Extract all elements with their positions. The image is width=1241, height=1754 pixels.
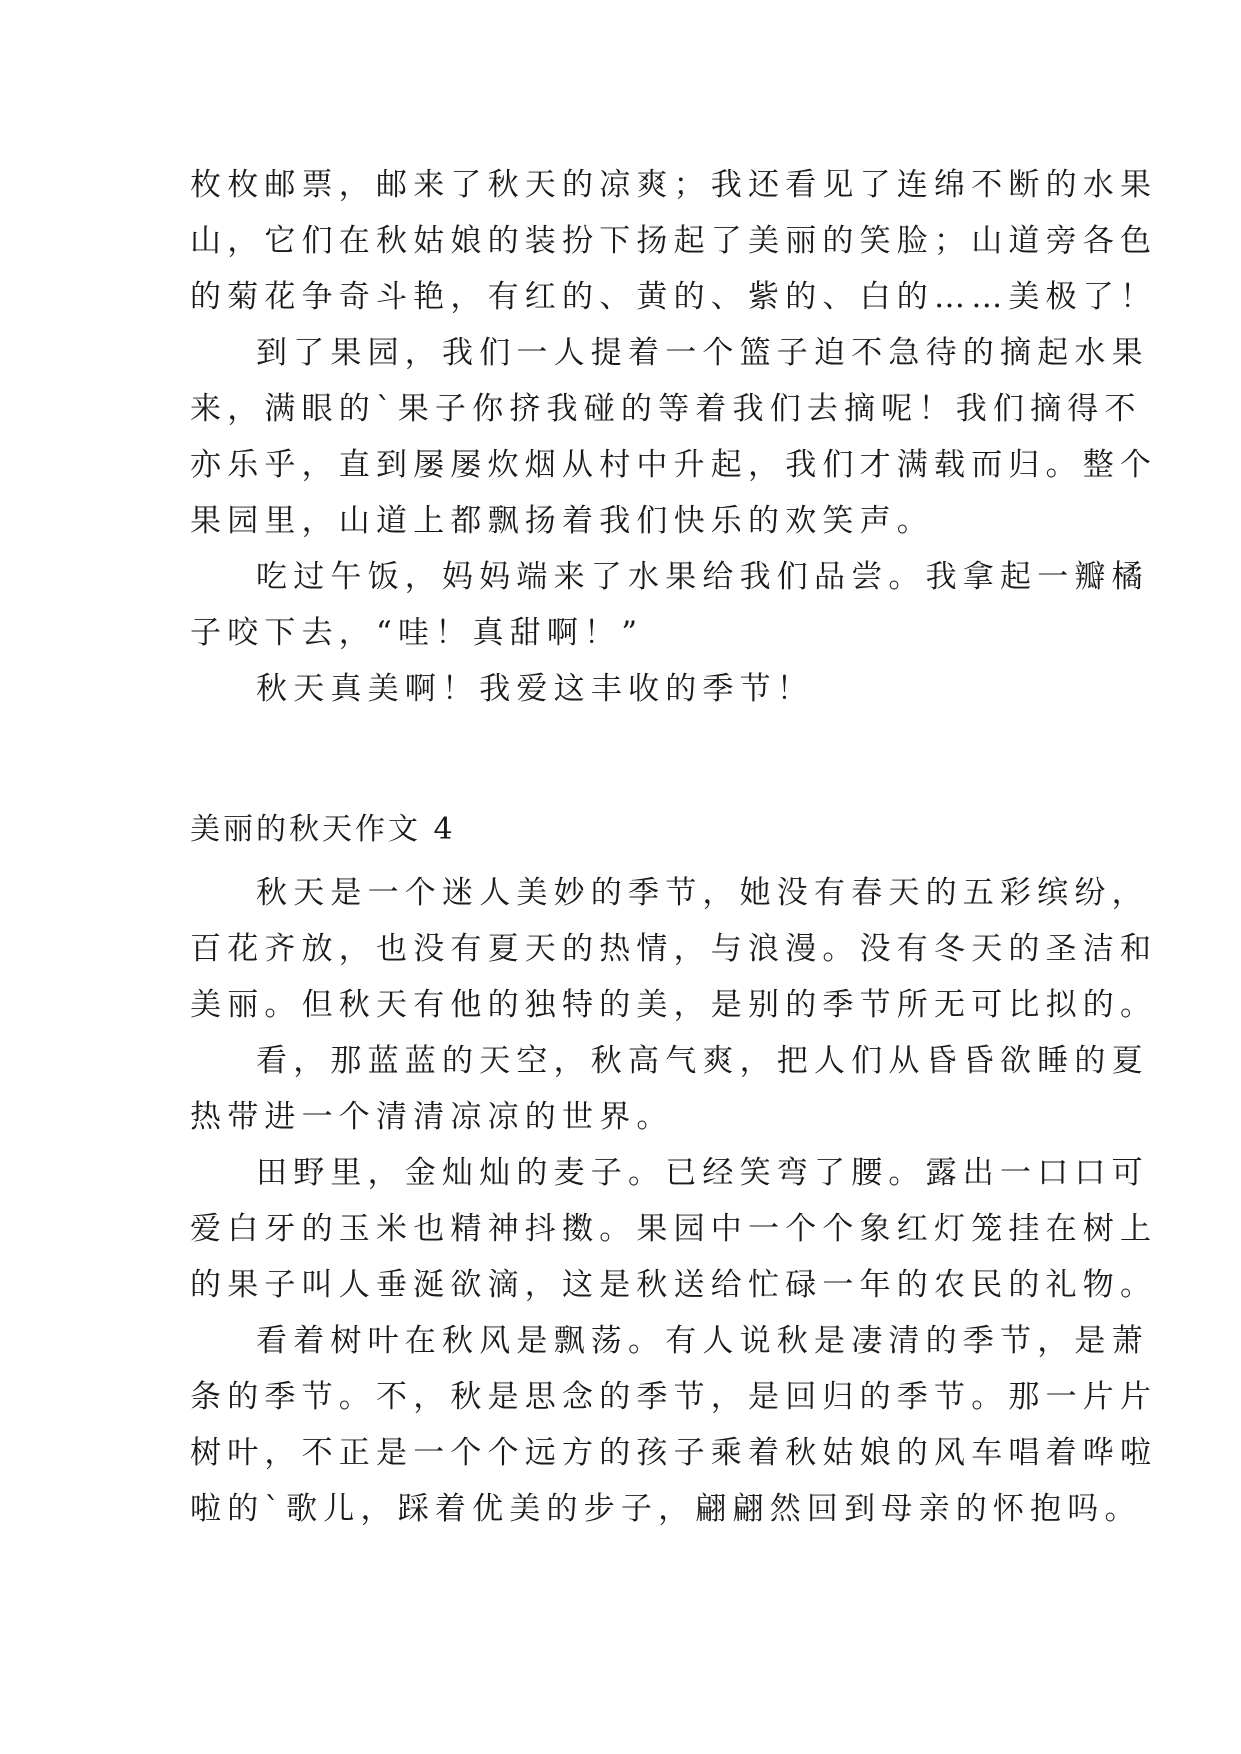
text-line: 枚枚邮票，邮来了秋天的凉爽；我还看见了连绵不断的水果 — [190, 167, 1158, 203]
paragraph-start-line: 田野里，金灿灿的麦子。已经笑弯了腰。露出一口口可 — [256, 1155, 1149, 1191]
text-line: 热带进一个清清凉凉的世界。 — [190, 1099, 674, 1135]
essay-title: 美丽的秋天作文 4 — [190, 812, 456, 847]
text-line: 来，满眼的`果子你挤我碰的等着我们去摘呢！我们摘得不 — [190, 391, 1142, 427]
paragraph-start-line: 看着树叶在秋风是飘荡。有人说秋是凄清的季节，是萧 — [256, 1323, 1149, 1359]
text-line: 山，它们在秋姑娘的装扮下扬起了美丽的笑脸；山道旁各色 — [190, 223, 1158, 259]
text-line: 子咬下去，“哇！真甜啊！” — [190, 615, 644, 651]
text-line: 百花齐放，也没有夏天的热情，与浪漫。没有冬天的圣洁和 — [190, 931, 1158, 967]
text-line: 条的季节。不，秋是思念的季节，是回归的季节。那一片片 — [190, 1379, 1158, 1415]
text-line: 的果子叫人垂涎欲滴，这是秋送给忙碌一年的农民的礼物。 — [190, 1267, 1158, 1303]
paragraph-start-line: 秋天真美啊！我爱这丰收的季节！ — [256, 671, 814, 707]
essay-section-4 — [190, 865, 1158, 1537]
paragraph-start-line: 秋天是一个迷人美妙的季节，她没有春天的五彩缤纷， — [256, 875, 1149, 911]
text-line: 果园里，山道上都飘扬着我们快乐的欢笑声。 — [190, 503, 934, 539]
text-line: 的菊花争奇斗艳，有红的、黄的、紫的、白的……美极了！ — [190, 279, 1158, 315]
paragraph-start-line: 吃过午饭，妈妈端来了水果给我们品尝。我拿起一瓣橘 — [256, 559, 1149, 595]
paragraph-start-line: 看，那蓝蓝的天空，秋高气爽，把人们从昏昏欲睡的夏 — [256, 1043, 1149, 1079]
essay-section-continued — [190, 157, 1158, 717]
text-line: 亦乐乎，直到屡屡炊烟从村中升起，我们才满载而归。整个 — [190, 447, 1158, 483]
text-line: 树叶，不正是一个个远方的孩子乘着秋姑娘的风车唱着哗啦 — [190, 1435, 1158, 1471]
text-line: 啦的`歌儿，踩着优美的步子，翩翩然回到母亲的怀抱吗。 — [190, 1491, 1142, 1527]
text-line: 美丽。但秋天有他的独特的美，是别的季节所无可比拟的。 — [190, 987, 1158, 1023]
paragraph-start-line: 到了果园，我们一人提着一个篮子迫不急待的摘起水果 — [256, 335, 1149, 371]
text-line: 爱白牙的玉米也精神抖擞。果园中一个个象红灯笼挂在树上 — [190, 1211, 1158, 1247]
